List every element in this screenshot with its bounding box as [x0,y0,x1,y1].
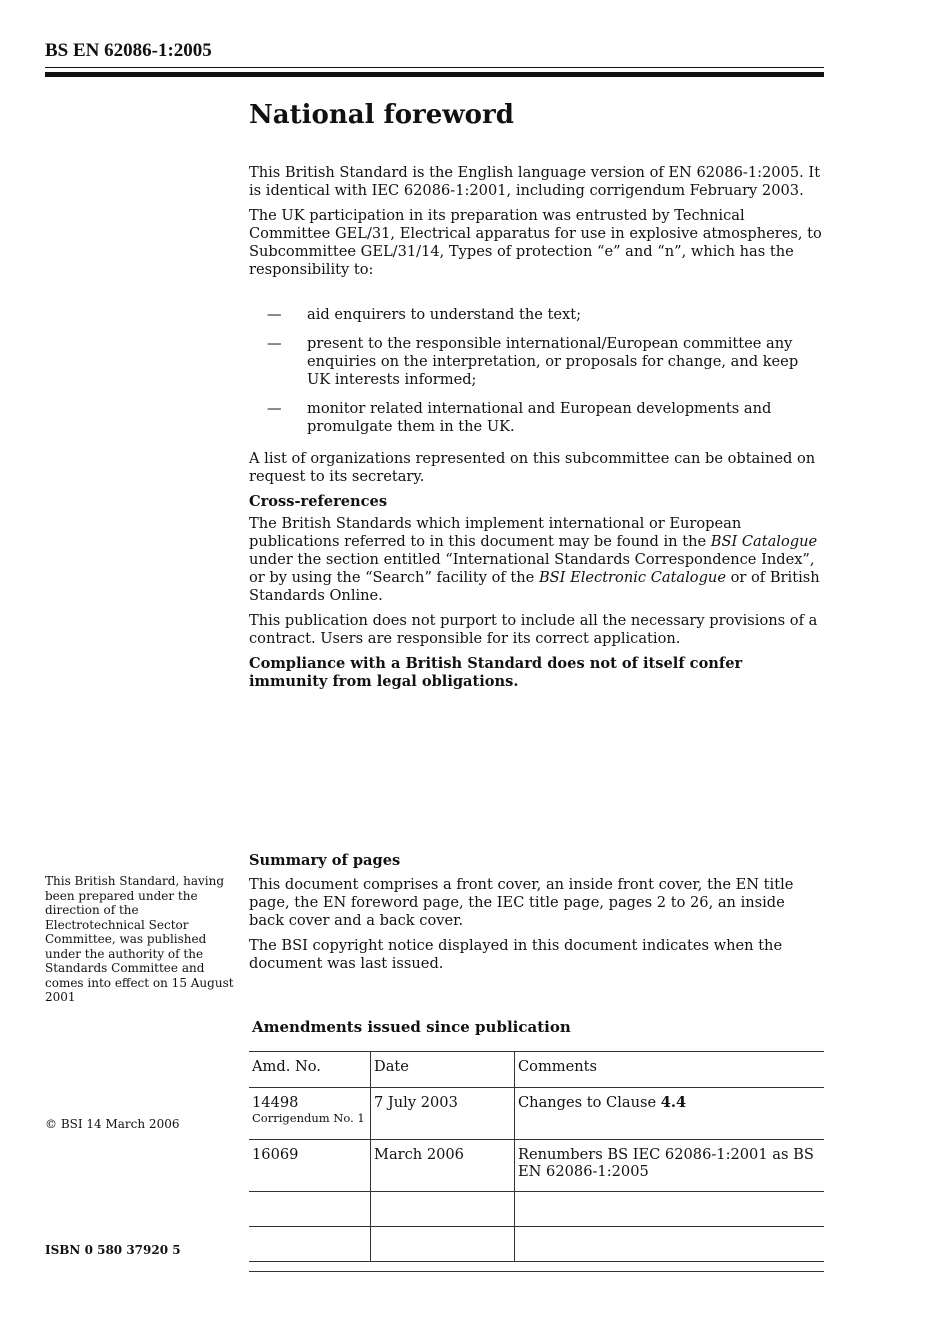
dash-marker: — [267,306,282,323]
compliance-statement: Compliance with a British Standard does not of itself confer immunity from legal obligations. [249,655,743,690]
list-item-text: present to the responsible international/European committee any enquiries on the interpretation, or proposals for change, and keep UK interests informed; [307,335,799,388]
table-cell [249,1227,371,1262]
organizations-paragraph: A list of organizations represented on this subcommittee can be obtained on request to its secretary. [249,450,816,485]
bsi-electronic-catalogue-ref: BSI Electronic Catalogue [538,569,726,586]
intro-section [249,164,824,286]
table-cell: 7 July 2003 [371,1088,515,1140]
amendment-note: Corrigendum No. 1 [252,1111,365,1125]
table-cell [515,1140,825,1192]
comment-text: Renumbers BS IEC 62086-1:2001 as BS EN 62086-1:2005 [518,1146,814,1180]
table-cell [249,1088,371,1140]
table-cell [515,1192,825,1227]
table-row [249,1088,824,1140]
page-title: National foreword [249,100,514,130]
list-item [249,306,824,324]
table-row [249,1192,824,1227]
summary-paragraph-2: The BSI copyright notice displayed in this document indicates when the document was last issued. [249,937,783,972]
provisions-paragraph: This publication does not purport to include all the necessary provisions of a contract. Users are responsible for its correct application. [249,612,818,647]
dash-marker: — [267,400,282,417]
table-header-row [249,1052,824,1088]
document-code: BS EN 62086-1:2005 [45,40,212,61]
column-header: Amd. No. [249,1052,371,1088]
table-cell [515,1088,825,1140]
cross-references-heading: Cross-references [249,493,388,510]
copyright-notice: © BSI 14 March 2006 [45,1117,180,1131]
table-cell: March 2006 [371,1140,515,1192]
amendments-title: Amendments issued since publication [252,1018,571,1036]
table-cell [249,1140,371,1192]
table-cell [515,1227,825,1262]
publication-note: This British Standard, having been prepared under the direction of the Electrotechnical Sector Committee, was published under the authority of the Standards Committee and comes into effect on 15 August 2001 [45,874,234,1004]
header-rule-thick [45,72,824,77]
summary-heading: Summary of pages [249,852,401,869]
intro-paragraph-2: The UK participation in its preparation was entrusted by Technical Committee GEL/31, Electrical apparatus for use in explosive atmospheres, to Subcommittee GEL/31/14, Types of protection “e” and “n”, which has the responsibility to: [249,207,822,278]
amendment-number: 16069 [252,1146,299,1163]
amendments-table [249,1051,824,1262]
list-item-text: monitor related international and European developments and promulgate them in the UK. [307,400,772,435]
clause-reference: 4.4 [660,1094,687,1111]
dash-marker: — [267,335,282,352]
list-item [249,335,824,389]
table-cell [249,1192,371,1227]
column-header: Comments [515,1052,825,1088]
text-run: The British Standards which implement international or European publications referred to in this document may be found in the [249,515,742,550]
footer-rule [249,1271,824,1272]
responsibilities-list [249,306,824,447]
summary-paragraph-1: This document comprises a front cover, an inside front cover, the EN title page, the EN foreword page, the IEC title page, pages 2 to 26, an inside back cover and a back cover. [249,876,794,929]
column-header: Date [371,1052,515,1088]
text-run: or of British Standards Online. [249,569,820,604]
list-item [249,400,824,436]
header-rule-thin [45,67,824,68]
cross-references-paragraph [249,515,824,605]
cross-references-section [249,450,824,698]
list-item-text: aid enquirers to understand the text; [307,306,582,323]
isbn: ISBN 0 580 37920 5 [45,1243,181,1257]
intro-paragraph-1: This British Standard is the English language version of EN 62086-1:2005. It is identical with IEC 62086-1:2001, including corrigendum February 2003. [249,164,821,199]
amendment-number: 14498 [252,1094,299,1111]
text-run: under the section entitled “International Standards Correspondence Index”, or by using the “Search” facility of the [249,551,815,586]
comment-text: Changes to Clause [518,1094,661,1111]
summary-section [249,852,824,980]
bsi-catalogue-ref: BSI Catalogue [710,533,818,550]
table-cell [371,1227,515,1262]
table-row [249,1227,824,1262]
table-row [249,1140,824,1192]
table-cell [371,1192,515,1227]
